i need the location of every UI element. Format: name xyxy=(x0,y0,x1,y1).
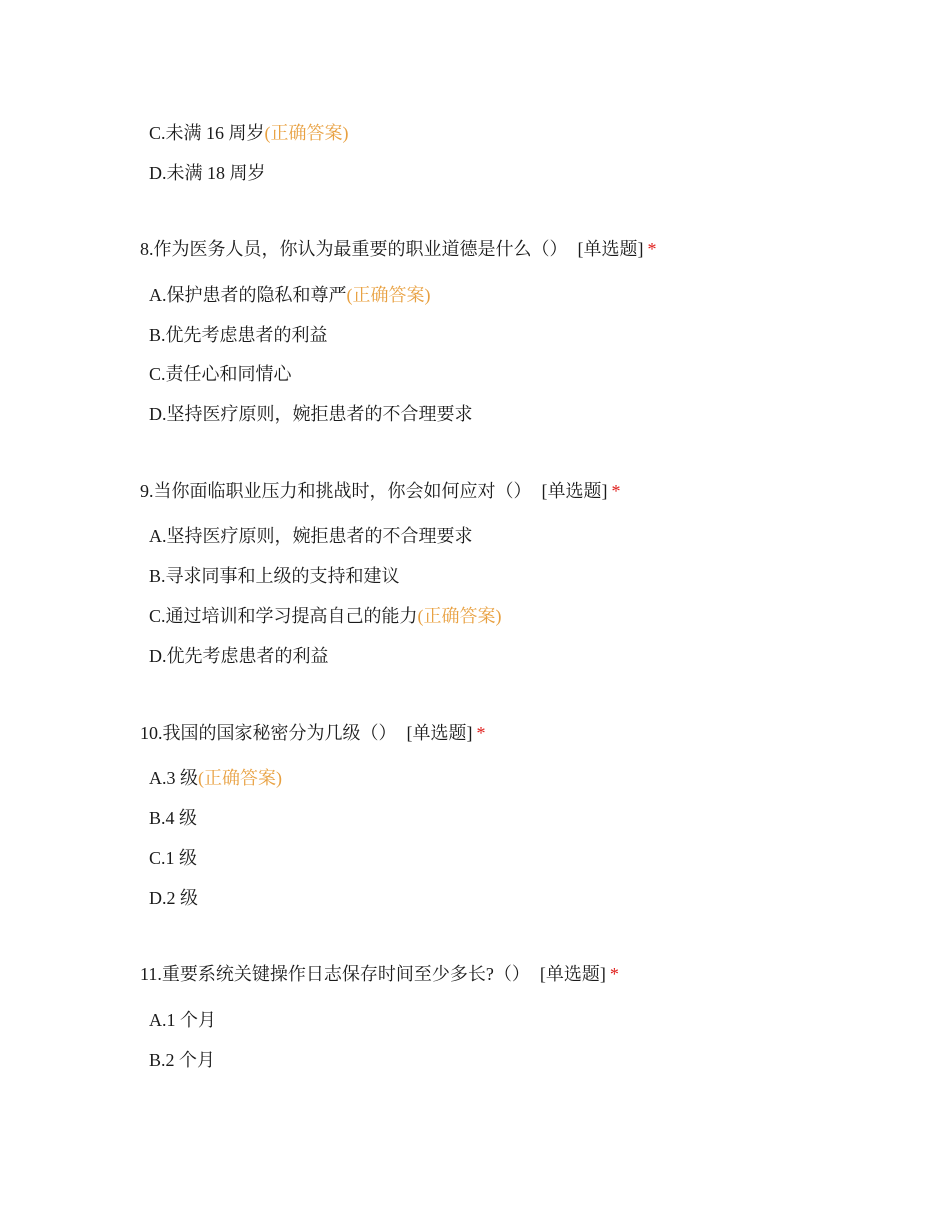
option-8-c xyxy=(149,362,292,386)
option-letter: C. xyxy=(149,364,166,384)
option-text: 2 个月 xyxy=(165,1050,216,1070)
question-type: [单选题] xyxy=(541,481,608,501)
option-text: 优先考虑患者的利益 xyxy=(165,325,328,345)
option-letter: D. xyxy=(149,404,167,424)
question-title xyxy=(140,479,621,503)
correct-answer-note: (正确答案) xyxy=(417,606,502,626)
option-10-a xyxy=(149,766,282,790)
option-letter: C. xyxy=(149,606,166,626)
option-9-b xyxy=(149,564,400,588)
option-text: 1 级 xyxy=(165,848,198,868)
option-text: 坚持医疗原则，婉拒患者的不合理要求 xyxy=(166,526,473,546)
option-letter: B. xyxy=(149,808,166,828)
option-text: 4 级 xyxy=(165,808,198,828)
question-text: 8.作为医务人员，你认为最重要的职业道德是什么（） xyxy=(140,239,568,259)
option-letter: D. xyxy=(149,888,167,908)
option-8-b xyxy=(149,323,328,347)
option-7-d xyxy=(149,161,266,185)
option-10-c xyxy=(149,846,197,870)
option-9-d xyxy=(149,644,329,668)
option-9-a xyxy=(149,524,473,548)
question-title xyxy=(140,721,486,745)
question-title xyxy=(140,237,657,261)
option-11-a xyxy=(149,1008,216,1032)
question-type: [单选题] xyxy=(406,723,473,743)
option-letter: A. xyxy=(149,526,167,546)
option-11-b xyxy=(149,1048,215,1072)
option-9-c xyxy=(149,604,502,628)
option-text: 保护患者的隐私和尊严 xyxy=(166,285,347,305)
option-10-b xyxy=(149,806,197,830)
option-8-d xyxy=(149,402,473,426)
option-text: 未满 16 周岁 xyxy=(165,123,265,143)
correct-answer-note: (正确答案) xyxy=(346,285,431,305)
option-text: 责任心和同情心 xyxy=(165,364,292,384)
required-star: * xyxy=(476,723,486,743)
question-title xyxy=(140,962,619,986)
option-letter: A. xyxy=(149,285,167,305)
question-type: [单选题] xyxy=(577,239,644,259)
option-8-a xyxy=(149,283,431,307)
correct-answer-note: (正确答案) xyxy=(198,768,282,788)
option-letter: D. xyxy=(149,163,167,183)
option-text: 2 级 xyxy=(166,888,198,908)
question-text: 9.当你面临职业压力和挑战时，你会如何应对（） xyxy=(140,481,532,501)
option-7-c xyxy=(149,121,349,145)
option-text: 优先考虑患者的利益 xyxy=(166,646,329,666)
question-type: [单选题] xyxy=(539,964,606,984)
required-star: * xyxy=(609,964,619,984)
correct-answer-note: (正确答案) xyxy=(264,123,349,143)
option-letter: D. xyxy=(149,646,167,666)
option-text: 通过培训和学习提高自己的能力 xyxy=(165,606,418,626)
option-letter: C. xyxy=(149,123,166,143)
option-text: 寻求同事和上级的支持和建议 xyxy=(165,566,400,586)
option-letter: B. xyxy=(149,566,166,586)
option-letter: B. xyxy=(149,325,166,345)
question-text: 11.重要系统关键操作日志保存时间至少多长?（） xyxy=(140,964,530,984)
option-letter: A. xyxy=(149,1010,167,1030)
required-star: * xyxy=(611,481,621,501)
required-star: * xyxy=(647,239,657,259)
option-text: 坚持医疗原则，婉拒患者的不合理要求 xyxy=(166,404,473,424)
option-text: 1 个月 xyxy=(166,1010,216,1030)
option-letter: C. xyxy=(149,848,166,868)
option-text: 未满 18 周岁 xyxy=(166,163,266,183)
option-letter: B. xyxy=(149,1050,166,1070)
question-text: 10.我国的国家秘密分为几级（） xyxy=(140,723,397,743)
option-text: 3 级 xyxy=(166,768,198,788)
option-10-d xyxy=(149,886,198,910)
option-letter: A. xyxy=(149,768,167,788)
